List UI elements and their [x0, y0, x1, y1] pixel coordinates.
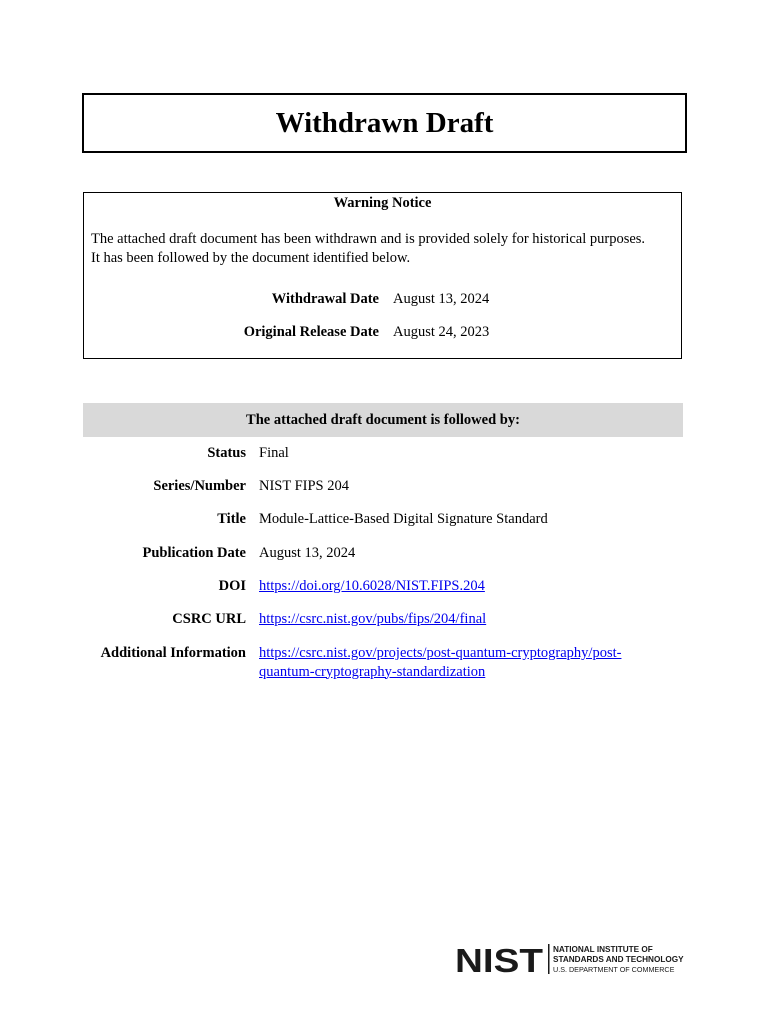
warning-notice-text — [91, 230, 675, 267]
original-release-date-row — [84, 324, 683, 344]
title-value: Module-Lattice-Based Digital Signature Standard — [259, 511, 548, 527]
publication-date-value: August 13, 2024 — [259, 545, 356, 561]
doi-link[interactable]: https://doi.org/10.6028/NIST.FIPS.204 — [259, 578, 485, 594]
csrc-url-label: CSRC URL — [172, 611, 246, 627]
title-label: Title — [217, 511, 246, 527]
page-title: Withdrawn Draft — [275, 106, 494, 139]
withdrawal-date-label: Withdrawal Date — [271, 291, 379, 307]
original-release-date-value: August 24, 2023 — [393, 324, 490, 340]
publication-date-label: Publication Date — [142, 545, 246, 561]
doi-label: DOI — [218, 578, 246, 594]
additional-information-link-line-2[interactable]: quantum-cryptography-standardization — [259, 663, 486, 680]
title-box — [82, 93, 687, 153]
nist-logo-line-1: NATIONAL INSTITUTE OF — [553, 945, 653, 954]
warning-notice-line-1: The attached draft document has been withdrawn and is provided solely for historical purposes. — [91, 231, 646, 247]
csrc-url-value-cell — [259, 610, 679, 629]
followed-by-heading: The attached draft document is followed by: — [83, 403, 683, 437]
doi-value-cell — [259, 577, 679, 596]
additional-information-link-line-1[interactable]: https://csrc.nist.gov/projects/post-quantum-cryptography/post- — [259, 645, 622, 661]
status-value: Final — [259, 445, 289, 461]
additional-information-value-cell — [259, 644, 679, 681]
series-number-label: Series/Number — [153, 478, 246, 494]
withdrawal-date-row — [84, 291, 683, 311]
nist-wordmark: NIST — [455, 942, 543, 976]
csrc-url-link[interactable]: https://csrc.nist.gov/pubs/fips/204/final — [259, 611, 487, 627]
series-number-value: NIST FIPS 204 — [259, 478, 349, 494]
original-release-date-label: Original Release Date — [243, 324, 379, 340]
nist-logo — [455, 942, 685, 976]
warning-notice-line-2: It has been followed by the document identified below. — [91, 249, 411, 266]
status-label: Status — [207, 445, 246, 461]
nist-logo-line-2: STANDARDS AND TECHNOLOGY — [553, 955, 684, 964]
withdrawal-date-value: August 13, 2024 — [393, 291, 490, 307]
additional-information-label: Additional Information — [100, 645, 246, 661]
warning-notice-box — [83, 192, 682, 359]
nist-logo-line-3: U.S. DEPARTMENT OF COMMERCE — [553, 965, 675, 974]
warning-notice-heading: Warning Notice — [333, 195, 432, 211]
nist-logo-divider — [548, 944, 550, 974]
